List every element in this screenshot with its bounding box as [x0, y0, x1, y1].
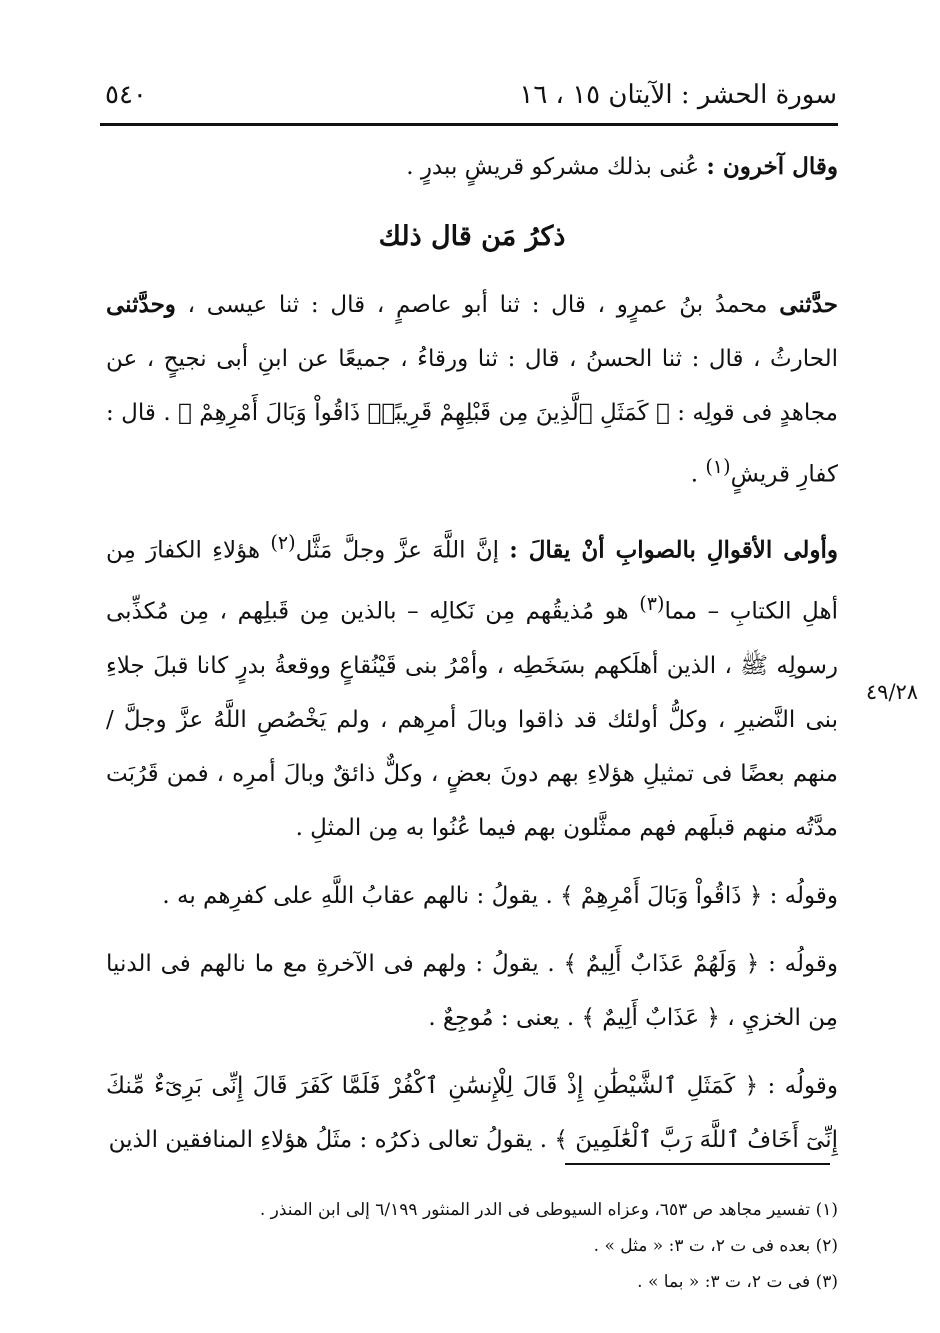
paragraph-1-text: عُنى بذلك مشركو قريشٍ ببدرٍ . — [406, 154, 707, 180]
paragraph-6: وقولُه : ﴿ كَمَثَلِ ٱلشَّيْطَٰنِ إِذْ قَالَ لِلْإِنسَٰنِ ٱكْفُرْ فَلَمَّا كَفَرَ قَالَ إِنِّى بَرِىٓءٌ مِّنكَ إِنِّىٓ أَخَافُ ٱللَّهَ رَبَّ ٱلْعَٰلَمِينَ ﴾ . يقولُ تعالى ذكرُه : مثَلُ هؤلاءِ المنافقين الذين — [106, 1072, 838, 1153]
paragraph-1 — [106, 140, 838, 194]
paragraph-3-text-c: هو مُذيقُهم مِن نَكالِه – بالذين مِن قَبلِهم ، مِن مُكذِّبى رسولِه ﷺ ، الذين أهلَكهم بسَخَطِه ، وأمْرُ بنى قَيْنُقاعٍ ووقعةُ بدرٍ كانا قبلَ جلاءِ بنى النَّضيرِ ، وكلُّ أولئك قد ذاقوا وبالَ أمرِهم ، ولم يَخْصُصِ اللَّهُ عزَّ وجلَّ / منهم بعضًا فى تمثيلِ هؤلاءِ بهم دونَ بعضٍ ، وكلٌّ ذائقٌ وبالَ أمرِه ، فمن قَرُبَت مدَّتُه منهم قبلَهم فهم ممثَّلون بهم فيما عُنُوا به مِن المثلِ . — [106, 598, 838, 841]
footnote-1: (١) تفسير مجاهد ص ٦٥٣، وعزاه السيوطى فى الدر المنثور ٦/١٩٩ إلى ابن المنذر . — [259, 1200, 838, 1220]
header-rule — [100, 123, 838, 126]
margin-reference: ٤٩/٢٨ — [865, 680, 919, 704]
paragraph-1-lead: وقال آخرون : — [706, 153, 838, 180]
footnote-3: (٣) فى ت ٢، ت ٣: « بما » . — [637, 1272, 838, 1292]
footnote-marker-1: (١) — [705, 455, 731, 478]
footnote-2: (٢) بعده فى ت ٢، ت ٣: « مثل » . — [593, 1236, 838, 1256]
running-title: سورة الحشر : الآيتان ١٥ ، ١٦ — [519, 80, 837, 110]
paragraph-5: وقولُه : ﴿ وَلَهُمْ عَذَابٌ أَلِيمٌ ﴾ . يقولُ : ولهم فى الآخرةِ مع ما نالهم فى الدنيا مِن الخزيِ ، ﴿ عَذَابٌ أَلِيمٌ ﴾ . يعنى : مُوجِعٌ . — [106, 950, 838, 1031]
paragraph-3-text-b: هؤلاءِ الكفارَ مِن أهلِ الكتابِ – مما — [106, 537, 838, 625]
page-number: ٥٤٠ — [105, 80, 147, 110]
paragraph-2-text-b: الحارثُ ، قال : ثنا الحسنُ ، قال : ثنا ورقاءُ ، جميعًا عن ابنِ أبى نجيحٍ ، عن مجاهدٍ فى قولِه : ﴿ كَمَثَلِ ٱلَّذِينَ مِن قَبْلِهِمْ قَرِيبًاۖ ذَاقُواْ وَبَالَ أَمْرِهِمْ ﴾ . قال : كفارِ قريشٍ — [106, 346, 838, 488]
footnote-marker-3: (٣) — [639, 592, 665, 616]
paragraph-2-end: . — [690, 461, 706, 488]
footnote-rule — [565, 1163, 830, 1165]
footnotes — [200, 1192, 838, 1300]
paragraph-2-lead-2: وحدَّثنى — [106, 291, 176, 318]
paragraph-2 — [106, 278, 838, 502]
paragraph-2-text-a: محمدُ بنُ عمرٍو ، قال : ثنا أبو عاصمٍ ، قال : ثنا عيسى ، — [175, 292, 780, 318]
main-text — [106, 140, 839, 1153]
paragraph-4: وقولُه : ﴿ ذَاقُواْ وَبَالَ أَمْرِهِمْ ﴾ . يقولُ : نالهم عقابُ اللَّهِ على كفرِهم به . — [162, 882, 838, 909]
paragraph-2-lead: حدَّثنى — [779, 291, 838, 318]
paragraph-3 — [106, 516, 838, 855]
paragraph-3-text-a: إنَّ اللَّهَ عزَّ وجلَّ مَثَّل — [295, 537, 510, 564]
section-heading: ذكرُ مَن قال ذلك — [378, 221, 566, 252]
footnote-marker-2: (٢) — [270, 530, 296, 554]
paragraph-3-lead: وأولى الأقوالِ بالصوابِ أنْ يقالَ : — [509, 536, 839, 564]
page-header — [105, 60, 837, 110]
